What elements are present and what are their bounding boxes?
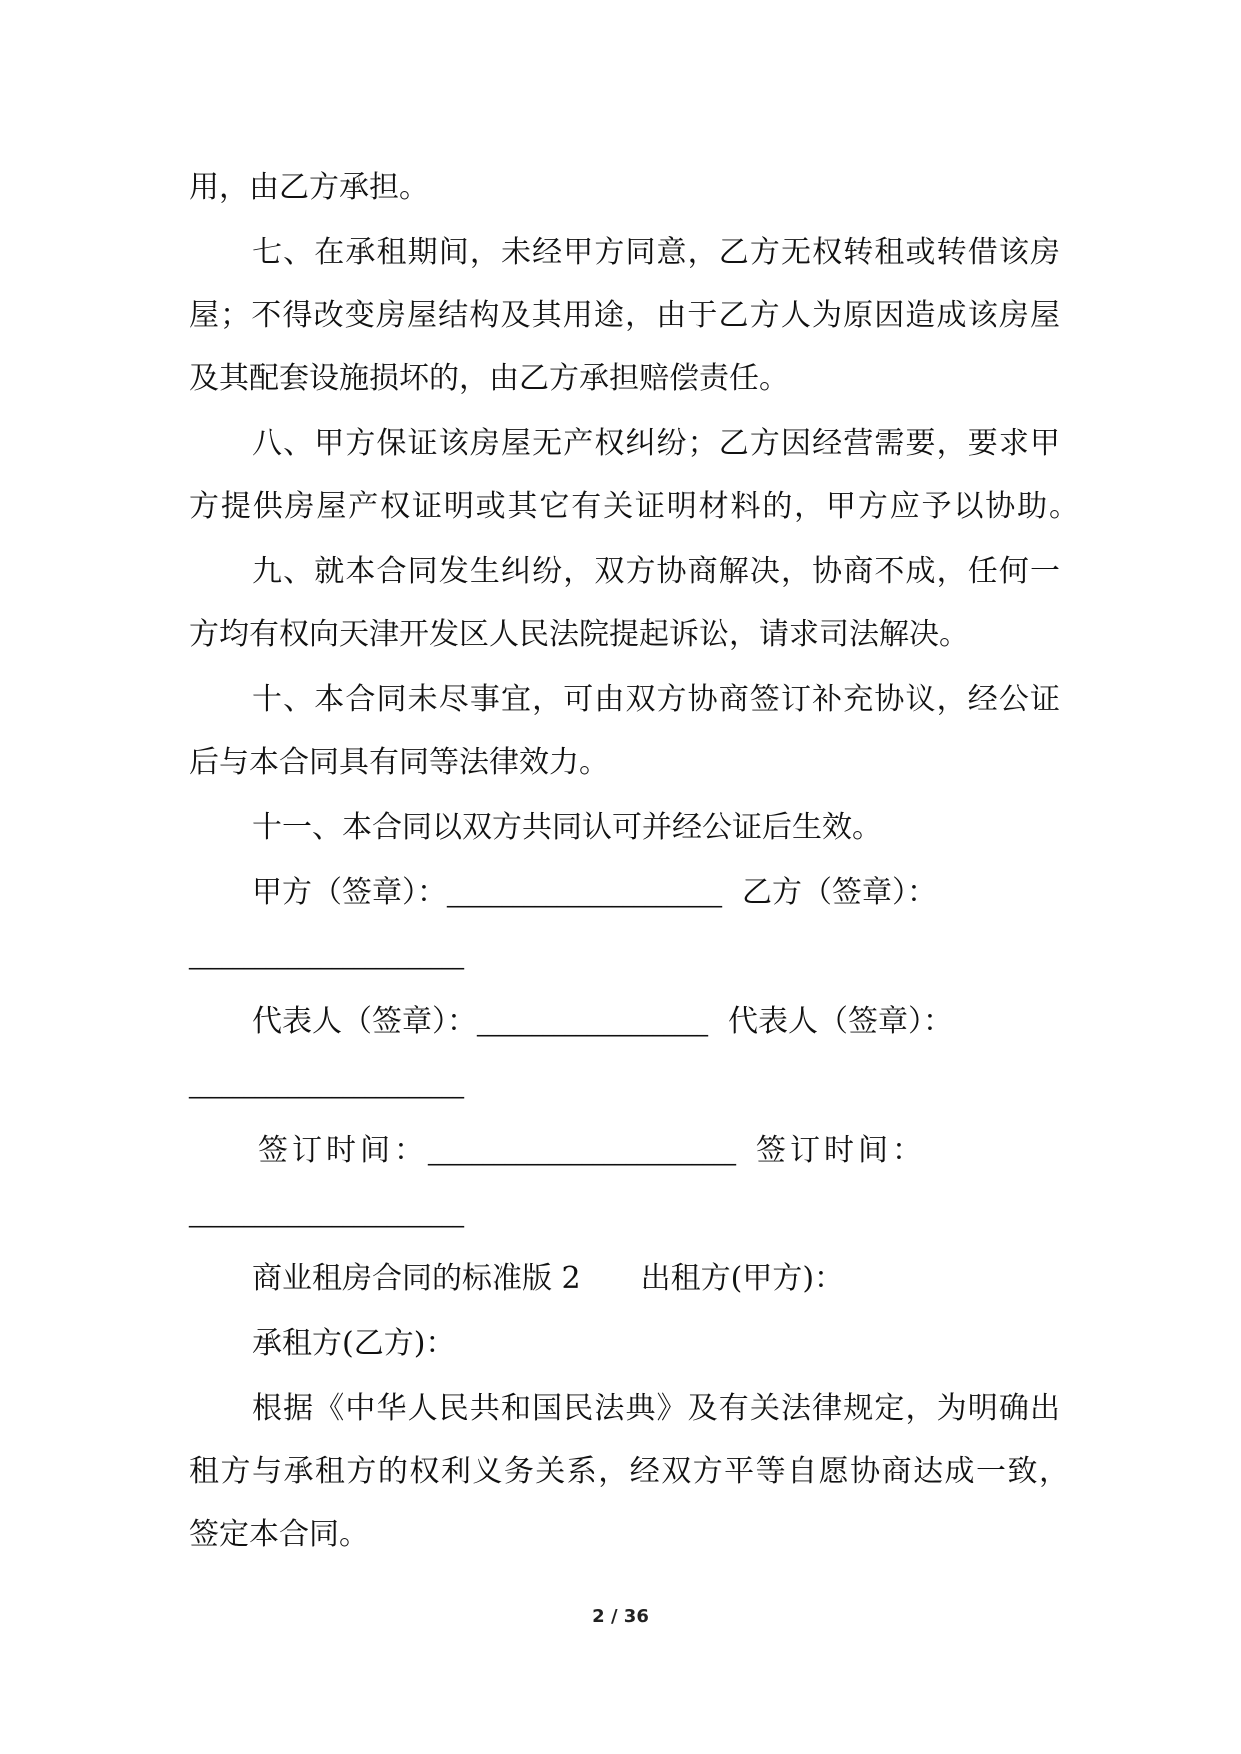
page-number: 2 / 36 (592, 1606, 649, 1627)
text-line: 用，由乙方承担。 (189, 170, 429, 205)
lessee-label: 承租方(乙方)： (252, 1326, 456, 1361)
clause-8-line-1: 八、甲方保证该房屋无产权纠纷；乙方因经营需要，要求甲 (252, 426, 1060, 461)
party-a-label: 甲方（签章）： (252, 875, 447, 910)
contract-2-heading (252, 1259, 844, 1299)
party-a-signature-blank: _________________________ (447, 883, 722, 908)
date-a-blank: ____________________________ (428, 1141, 736, 1166)
rep-a-signature-blank: _____________________ (477, 1012, 708, 1037)
signature-row-party (252, 873, 937, 916)
clause-7-line-2: 屋；不得改变房屋结构及其用途，由于乙方人为原因造成该房屋 (189, 298, 1060, 333)
contract-2-paragraph-line-2: 租方与承租方的权利义务关系，经双方平等自愿协商达成一致， (189, 1454, 1069, 1489)
clause-11: 十一、本合同以双方共同认可并经公证后生效。 (252, 810, 882, 845)
rep-b-label: 代表人（签章）： (728, 1004, 953, 1039)
rep-b-signature-blank: _________________________ (189, 1074, 464, 1099)
date-b-blank: _________________________ (189, 1203, 464, 1228)
clause-10-line-2: 后与本合同具有同等法律效力。 (189, 745, 609, 780)
clause-7-line-1: 七、在承租期间，未经甲方同意，乙方无权转租或转借该房 (252, 235, 1060, 270)
clause-7-line-3: 及其配套设施损坏的，由乙方承担赔偿责任。 (189, 361, 789, 396)
rep-a-label: 代表人（签章）： (252, 1004, 477, 1039)
clause-9-line-1: 九、就本合同发生纠纷，双方协商解决，协商不成，任何一 (252, 554, 1060, 589)
party-b-signature-blank: _________________________ (189, 945, 464, 970)
signature-row-date (258, 1131, 926, 1174)
clause-8-line-2: 方提供房屋产权证明或其它有关证明材料的，甲方应予以协助。 (189, 489, 1079, 524)
party-b-label: 乙方（签章）： (742, 875, 937, 910)
clause-10-line-1: 十、本合同未尽事宜，可由双方协商签订补充协议，经公证 (252, 682, 1060, 717)
contract-2-paragraph-line-3: 签定本合同。 (189, 1517, 369, 1552)
lessor-label: 出租方(甲方)： (640, 1261, 845, 1296)
contract-2-title: 商业租房合同的标准版 2 (252, 1261, 581, 1296)
date-b-label: 签订时间： (756, 1133, 926, 1168)
clause-9-line-2: 方均有权向天津开发区人民法院提起诉讼，请求司法解决。 (189, 617, 969, 652)
date-a-label: 签订时间： (258, 1133, 428, 1168)
contract-2-paragraph-line-1: 根据《中华人民共和国民法典》及有关法律规定，为明确出 (252, 1391, 1060, 1426)
signature-row-representative (252, 1002, 953, 1045)
